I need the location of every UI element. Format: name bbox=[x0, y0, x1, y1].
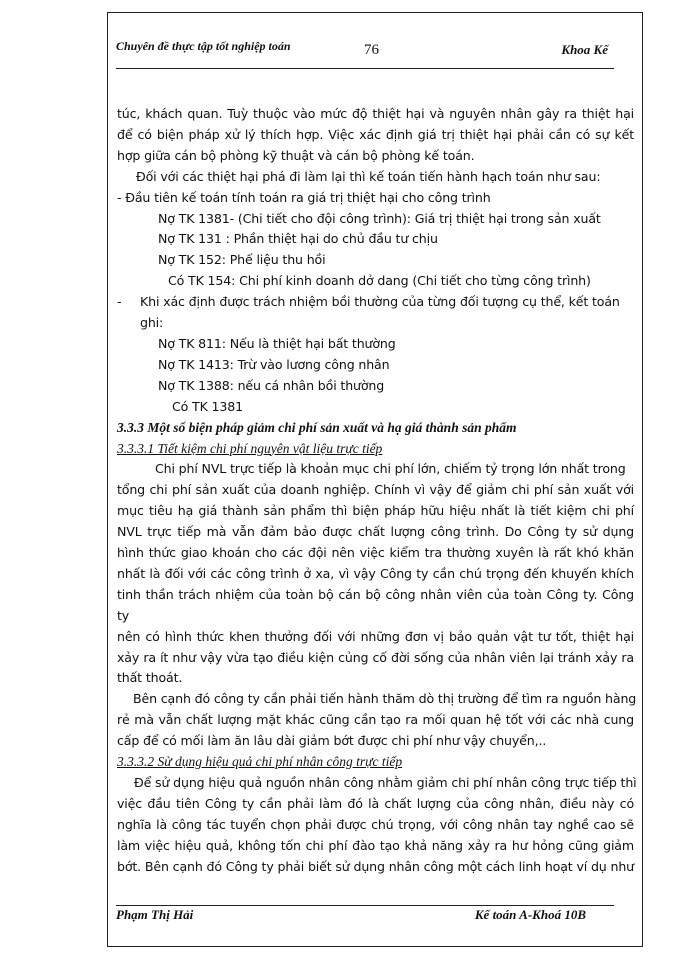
page-body bbox=[117, 104, 637, 878]
para-line: nhất là đối với các công trình ở xa, vì vậy Công ty cần chú trọng đến khuyến khích bbox=[117, 565, 634, 581]
footer-rule bbox=[116, 905, 614, 906]
body-line: Đối với các thiệt hại phá đi làm lại thì kế toán tiến hành hạch toán như sau: bbox=[136, 168, 601, 184]
body-line: để có biện pháp xử lý thích hợp. Việc xác định giá trị thiệt hại phải cần có sự kết bbox=[117, 126, 634, 142]
para-line: rẻ mà vẫn chất lượng mặt khác cũng cần tạo ra mối quan hệ tốt với các nhà cung bbox=[117, 712, 634, 728]
para-line: việc đầu tiên Công ty cần phải làm đó là chất lượng của công nhân, điều này có bbox=[117, 795, 634, 811]
subsection-heading: 3.3.3.2 Sử dụng hiệu quả chi phí nhân công trực tiếp bbox=[117, 754, 403, 770]
para-line: Để sử dụng hiệu quả nguồn nhân công nhằm giảm chi phí nhân công trực tiếp thì bbox=[134, 775, 637, 790]
para-line: cấp để có mối làm ăn lâu dài giảm bớt được chi phí như vậy chuyển,.. bbox=[117, 733, 547, 749]
para-line: xảy ra ít như vậy vừa tạo điều kiện củng cố đời sống của nhân viên lại tránh xảy ra bbox=[117, 649, 634, 665]
header-right-title: Khoa Kế bbox=[561, 42, 608, 57]
entry-credit: Có TK 154: Chi phí kinh doanh dở dang (Chi tiết cho từng công trình) bbox=[168, 273, 591, 289]
para-line: nên có hình thức khen thưởng đối với những đơn vị bảo quản vật tư tốt, thiệt hại bbox=[117, 628, 634, 644]
footer-author: Phạm Thị Hải bbox=[116, 907, 194, 922]
subsection-heading: 3.3.3.1 Tiết kiệm chi phí nguyên vật liệu trực tiếp bbox=[117, 440, 383, 456]
para-line: tinh thần trách nhiệm của toàn bộ cán bộ công nhân viên của toàn Công ty. Công ty bbox=[117, 586, 634, 623]
para-line: Chi phí NVL trực tiếp là khoản mục chi phí lớn, chiếm tỷ trọng lớn nhất trong bbox=[155, 461, 626, 477]
page-header bbox=[116, 40, 616, 70]
para-line: tổng chi phí sản xuất của doanh nghiệp. Chính vì vậy để giảm chi phí sản xuất với bbox=[117, 482, 634, 498]
header-left-title: Chuyên đề thực tập tốt nghiệp toán bbox=[116, 39, 291, 53]
body-line: túc, khách quan. Tuỳ thuộc vào mức độ thiệt hại và nguyên nhân gây ra thiệt hại bbox=[117, 106, 634, 121]
entry-debit: Nợ TK 1413: Trừ vào lương công nhân bbox=[158, 356, 390, 372]
para-line: Bên cạnh đó công ty cần phải tiến hành thăm dò thị trường để tìm ra nguồn hàng bbox=[133, 691, 637, 707]
entry-debit: Nợ TK 1388: nếu cá nhân bồi thường bbox=[158, 377, 385, 393]
page-number: 76 bbox=[364, 42, 379, 58]
bullet-dash: - bbox=[117, 294, 122, 310]
body-line: ghi: bbox=[140, 315, 164, 331]
body-line: hợp giữa cán bộ phòng kỹ thuật và cán bộ phòng kế toán. bbox=[117, 147, 475, 163]
entry-credit: Có TK 1381 bbox=[172, 398, 244, 414]
header-rule bbox=[116, 68, 614, 69]
footer-class: Kế toán A-Khoá 10B bbox=[474, 907, 586, 922]
para-line: nghĩa là công tác tuyển chọn phải được chú trọng, với công nhân tay nghề cao sẽ bbox=[117, 816, 634, 832]
para-line: NVL trực tiếp mà vẫn đảm bảo được chất lượng công trình. Do Công ty sử dụng bbox=[117, 524, 634, 540]
section-heading: 3.3.3 Một số biện pháp giảm chi phí sản xuất và hạ giá thành sản phẩm bbox=[117, 419, 517, 435]
entry-debit: Nợ TK 1381- (Chi tiết cho đội công trình): Giá trị thiệt hại trong sản xuất bbox=[158, 210, 601, 226]
entry-debit: Nợ TK 811: Nếu là thiệt hại bất thường bbox=[158, 335, 396, 351]
entry-debit: Nợ TK 131 : Phần thiệt hại do chủ đầu tư chịu bbox=[158, 231, 438, 247]
body-line: - Đầu tiên kế toán tính toán ra giá trị thiệt hại cho công trình bbox=[117, 189, 491, 205]
bullet-text: Khi xác định được trách nhiệm bồi thường của từng đối tượng cụ thể, kết toán bbox=[140, 294, 620, 310]
para-line: bớt. Bên cạnh đó Công ty phải biết sử dụng nhân công một cách linh hoạt ví dụ như bbox=[117, 858, 634, 874]
para-line: làm việc hiệu quả, không tốn chi phí đào tạo khả năng xảy ra hư hỏng cũng giảm bbox=[117, 837, 634, 853]
page-footer bbox=[116, 907, 614, 927]
para-line: thất thoát. bbox=[117, 670, 183, 686]
para-line: hình thức giao khoán cho các đội nên việc kiểm tra thường xuyên là rất khó khăn bbox=[117, 545, 634, 561]
para-line: mục tiêu hạ giá thành sản phẩm thì biện pháp hữu hiệu nhất là tiết kiệm chi phí bbox=[117, 503, 634, 519]
entry-debit: Nợ TK 152: Phế liệu thu hồi bbox=[158, 252, 326, 268]
bullet-item bbox=[117, 292, 634, 313]
